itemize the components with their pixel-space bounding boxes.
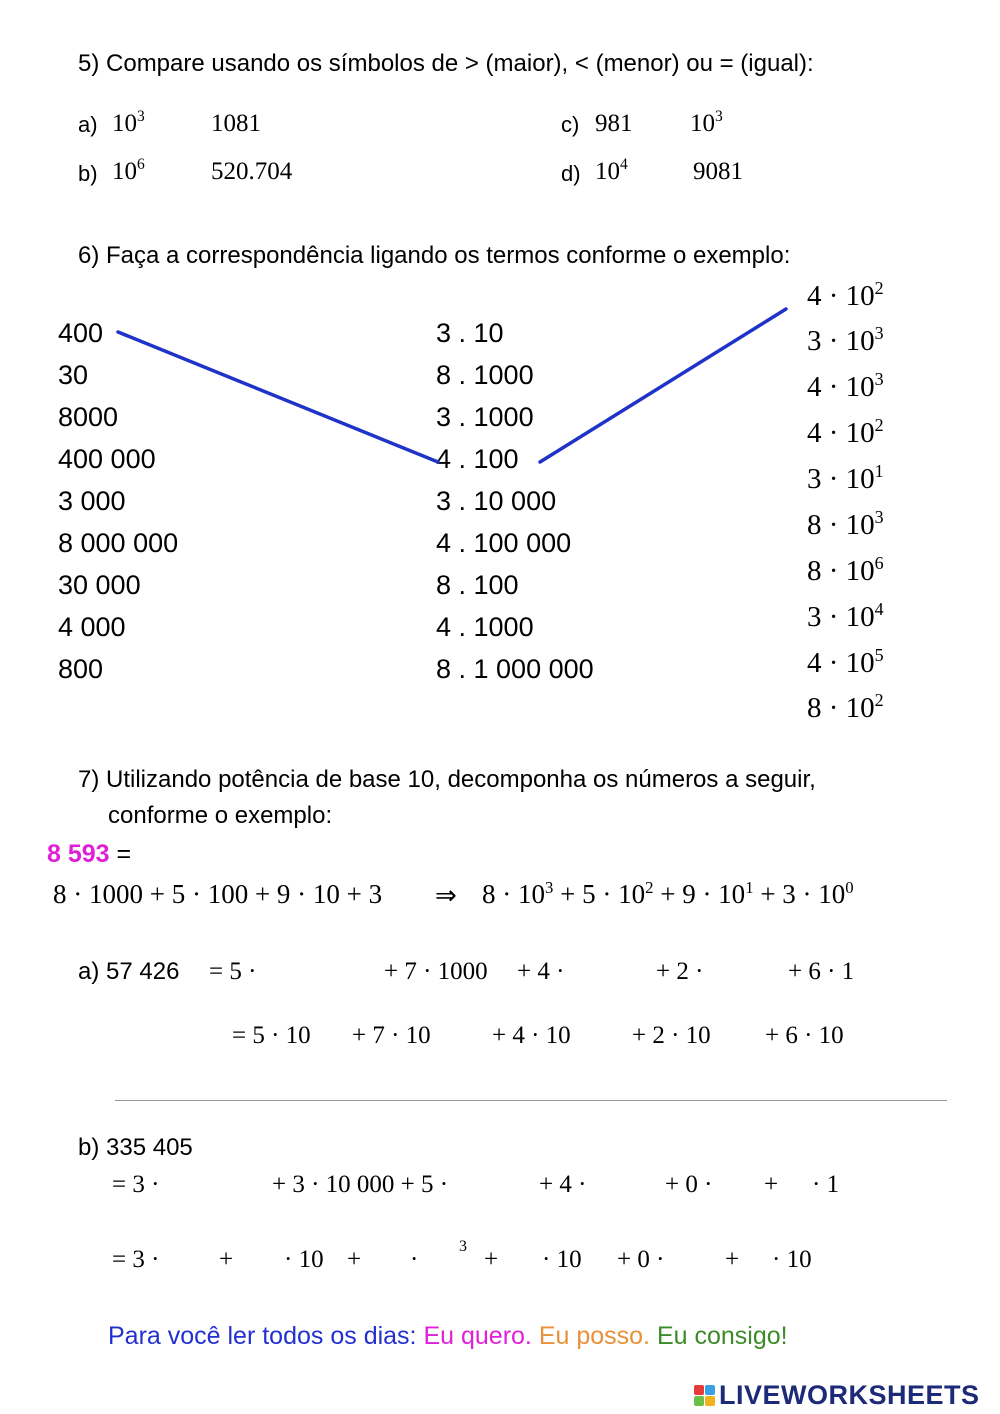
q7a-line2-term: + 2 · 10	[632, 1022, 711, 1049]
divider	[115, 1100, 947, 1101]
col2-item[interactable]: 4 . 1000	[436, 612, 534, 642]
q5c-value: 981	[595, 110, 633, 137]
example-link-line	[540, 309, 786, 462]
q7b-line2-term: · 10	[284, 1246, 324, 1273]
col3-item[interactable]: $8 \cdot 10^6$	[807, 552, 884, 587]
col1-item[interactable]: 3 000	[58, 486, 126, 516]
example-equals: =	[116, 840, 132, 868]
col3-item[interactable]: $3 \cdot 10^4$	[807, 598, 884, 633]
example-number-value: 8 593	[47, 840, 110, 868]
q5-title: 5) Compare usando os símbolos de > (maior), < (menor) ou = (igual):	[78, 50, 814, 77]
q7b-line1-term: + 4 ·	[539, 1171, 587, 1198]
q7a-line2-term: + 4 · 10	[492, 1022, 571, 1049]
col2-item[interactable]: 3 . 10	[436, 318, 504, 348]
motivation-footer	[108, 1322, 788, 1351]
logo-icon	[694, 1385, 715, 1406]
q7-example-expanded: 8 · 1000 + 5 · 100 + 9 · 10 + 3	[53, 879, 383, 909]
q5c-label: c)	[561, 112, 580, 137]
q7a-line1-term: = 5 ·	[209, 958, 257, 985]
col1-item[interactable]: 400 000	[58, 444, 156, 474]
col2-item[interactable]: 4 . 100 000	[436, 528, 572, 558]
col2-item[interactable]: 8 . 1 000 000	[436, 654, 594, 684]
q7a-line1-term: + 4 ·	[517, 958, 565, 985]
col3-item[interactable]: $3 \cdot 10^1$	[807, 460, 884, 495]
col3-item[interactable]: $8 \cdot 10^2$	[807, 689, 884, 724]
col1-item[interactable]: 400	[58, 318, 104, 348]
q7b-line2-term: +	[347, 1246, 362, 1273]
q7b-line2-term: +	[484, 1246, 499, 1273]
q7b-line1-term: = 3 ·	[112, 1171, 160, 1198]
footer-phrase-2: Eu posso.	[531, 1322, 651, 1350]
q5d-value: 9081	[693, 158, 743, 185]
col1-item[interactable]: 30	[58, 360, 89, 390]
liveworksheets-logo	[694, 1380, 980, 1410]
q7a-line2-term: + 7 · 10	[352, 1022, 431, 1049]
logo-text: LIVEWORKSHEETS	[719, 1379, 980, 1410]
q7b-line2-term: +	[725, 1246, 740, 1273]
q7-example-number	[47, 840, 131, 869]
q7b-line2-term: +	[219, 1246, 234, 1273]
col1-item[interactable]: 800	[58, 654, 104, 684]
q7b-line1-term: + 0 ·	[665, 1171, 713, 1198]
col3-item[interactable]: $3 \cdot 10^3$	[807, 322, 884, 357]
q7-title-line1: 7) Utilizando potência de base 10, decomponha os números a seguir,	[78, 766, 816, 793]
q5a-label: a)	[78, 112, 98, 137]
col2-item[interactable]: 3 . 1000	[436, 402, 534, 432]
q7a-label: a) 57 426	[78, 958, 180, 985]
q7-example-powers: $8 \cdot 10^3 + 5 \cdot 10^2 + 9 \cdot 10^1 + 3 \cdot 10^0$	[482, 877, 854, 909]
q5b-power: $10^6$	[112, 156, 145, 185]
footer-prefix: Para você ler todos os dias:	[108, 1322, 424, 1350]
q7a-line1-term: + 6 · 1	[788, 958, 855, 985]
col3-item[interactable]: $4 \cdot 10^5$	[807, 644, 884, 679]
col1-item[interactable]: 30 000	[58, 570, 141, 600]
q5a-value: 1081	[211, 110, 261, 137]
col2-item[interactable]: 8 . 100	[436, 570, 519, 600]
q5b-value: 520.704	[211, 158, 293, 185]
col2-item[interactable]: 3 . 10 000	[436, 486, 557, 516]
q5d-power: $10^4$	[595, 156, 628, 185]
col2-item[interactable]: 4 . 100	[436, 444, 519, 474]
q7b-line2-term: + 0 ·	[617, 1246, 665, 1273]
q5a-power: $10^3$	[112, 108, 145, 137]
q7b-line2-term: = 3 ·	[112, 1246, 160, 1273]
q6-title: 6) Faça a correspondência ligando os termos conforme o exemplo:	[78, 242, 791, 269]
q7b-line1-term: + 3 · 10 000 + 5 ·	[272, 1171, 449, 1198]
q7a-line1-term: + 7 · 1000	[384, 958, 488, 985]
col3-item[interactable]: $4 \cdot 10^2$	[807, 414, 884, 449]
q7b-line1-term: · 1	[812, 1171, 840, 1198]
q7b-line2-term: · 10	[772, 1246, 812, 1273]
col1-item[interactable]: 4 000	[58, 612, 126, 642]
q5d-label: d)	[561, 161, 581, 186]
col3-item[interactable]: $4 \cdot 10^2$	[807, 277, 884, 312]
col3-item[interactable]: $4 \cdot 10^3$	[807, 368, 884, 403]
q5c-power: $10^3$	[690, 108, 723, 137]
col3-item[interactable]: $8 \cdot 10^3$	[807, 506, 884, 541]
q7b-line1-term: +	[764, 1171, 779, 1198]
q7a-line2-term: + 6 · 10	[765, 1022, 844, 1049]
q7b-line2-term: · 10	[542, 1246, 582, 1273]
q5b-label: b)	[78, 161, 98, 186]
col2-item[interactable]: 8 . 1000	[436, 360, 534, 390]
example-link-line	[118, 332, 438, 462]
implies-arrow: ⇒	[435, 880, 457, 910]
q7-title-line2: conforme o exemplo:	[108, 802, 333, 829]
footer-phrase-3: Eu consigo!	[650, 1322, 788, 1350]
col1-item[interactable]: 8 000 000	[58, 528, 179, 558]
q7a-line2-term: = 5 · 10	[232, 1022, 311, 1049]
col1-item[interactable]: 8000	[58, 402, 119, 432]
q7b-line2-exponent: 3	[459, 1238, 467, 1255]
footer-phrase-1: Eu quero.	[423, 1322, 532, 1350]
q7a-line1-term: + 2 ·	[656, 958, 704, 985]
q7b-line2-term: ·	[410, 1246, 419, 1273]
q7b-label: b) 335 405	[78, 1134, 193, 1161]
